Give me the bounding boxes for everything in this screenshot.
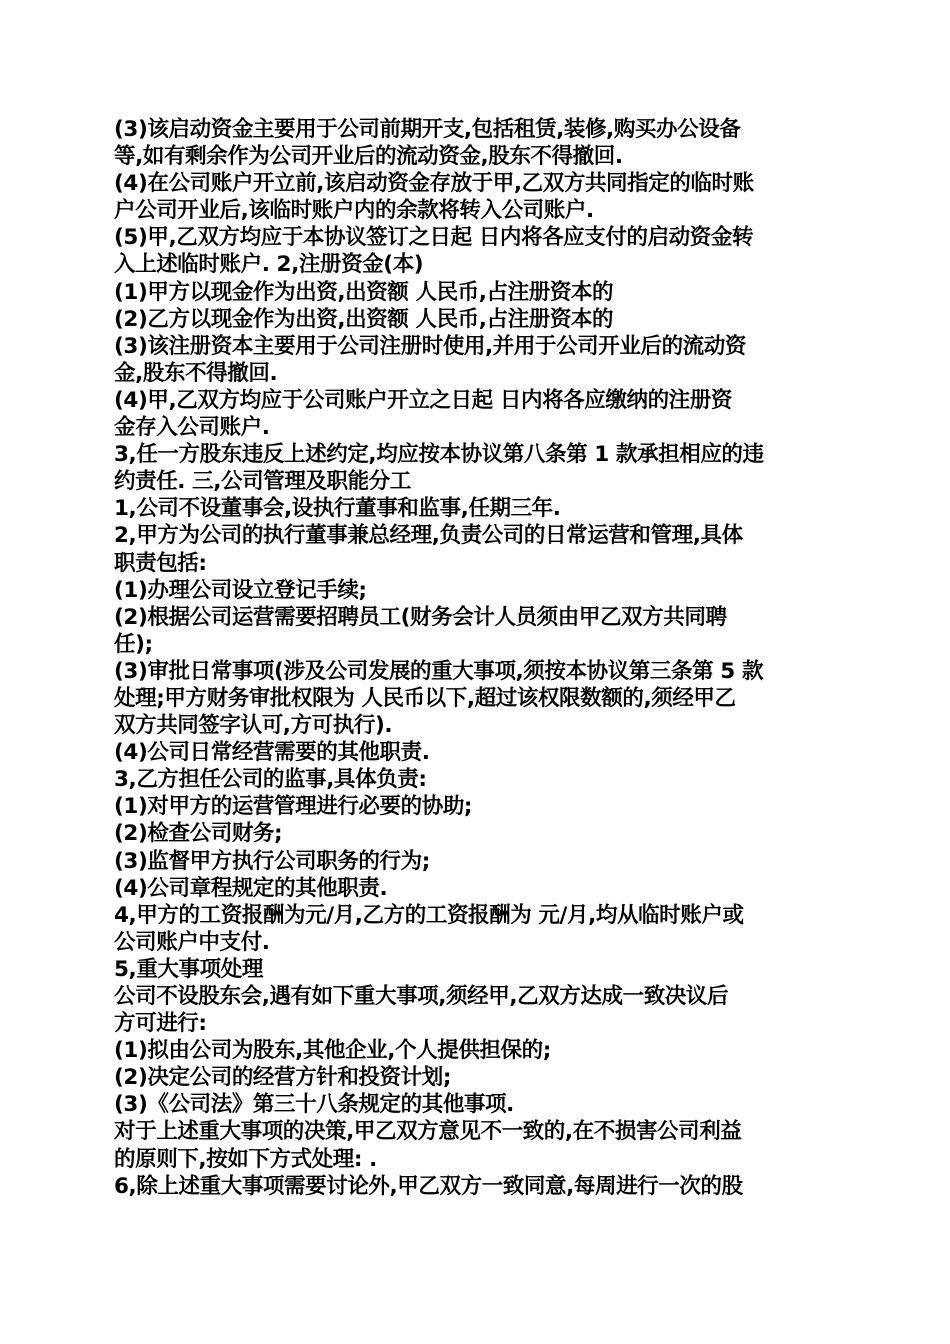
document-line: 处理;甲方财务审批权限为 人民币以下,超过该权限数额的,须经甲乙: [114, 685, 736, 711]
document-line: 6,除上述重大事项需要讨论外,甲乙双方一致同意,每周进行一次的股: [114, 1173, 743, 1199]
document-line: (1)拟由公司为股东,其他企业,个人提供担保的;: [114, 1038, 551, 1064]
document-line: 公司不设股东会,遇有如下重大事项,须经甲,乙双方达成一致决议后: [114, 984, 729, 1009]
document-line: 金,股东不得撤回.: [114, 360, 278, 386]
document-line: (1)办理公司设立登记手续;: [114, 577, 367, 603]
document-line: 对于上述重大事项的决策,甲乙双方意见不一致的,在不损害公司利益: [114, 1119, 742, 1145]
document-line: (2)决定公司的经营方针和投资计划;: [114, 1065, 452, 1091]
document-line: (5)甲,乙双方均应于本协议签订之日起 日内将各应支付的启动资金转: [114, 225, 754, 251]
document-line: (1)对甲方的运营管理进行必要的协助;: [114, 794, 473, 820]
document-line: 户公司开业后,该临时账户内的余款将转入公司账户.: [114, 198, 594, 224]
document-line: 职责包括:: [114, 550, 207, 576]
document-line: (3)该注册资本主要用于公司注册时使用,并用于公司开业后的流动资: [114, 333, 746, 359]
document-line: 公司账户中支付.: [114, 929, 270, 955]
document-line: (2)根据公司运营需要招聘员工(财务会计人员须由甲乙双方共同聘: [114, 604, 727, 630]
document-line: (3)审批日常事项(涉及公司发展的重大事项,须按本协议第三条第 5 款: [114, 658, 764, 684]
document-body: [114, 116, 839, 1200]
document-line: 金存入公司账户.: [114, 415, 270, 441]
document-line: 方可进行:: [114, 1011, 207, 1037]
document-line: 3,任一方股东违反上述约定,均应按本协议第八条第 1 款承担相应的违: [114, 442, 764, 468]
document-line: (3)监督甲方执行公司职务的行为;: [114, 848, 430, 874]
document-line: (2)乙方以现金作为出资,出资额 人民币,占注册资本的: [114, 306, 614, 332]
document-line: (1)甲方以现金作为出资,出资额 人民币,占注册资本的: [114, 279, 614, 305]
document-line: (2)检查公司财务;: [114, 821, 283, 847]
document-line: 2,甲方为公司的执行董事兼总经理,负责公司的日常运营和管理,具体: [114, 523, 743, 549]
document-line: 任);: [114, 631, 153, 657]
document-line: 等,如有剩余作为公司开业后的流动资金,股东不得撤回.: [114, 144, 623, 170]
document-line: (4)甲,乙双方均应于公司账户开立之日起 日内将各应缴纳的注册资: [114, 387, 732, 413]
document-line: (4)在公司账户开立前,该启动资金存放于甲,乙双方共同指定的临时账: [114, 171, 754, 197]
document-line: 3,乙方担任公司的监事,具体负责:: [114, 767, 427, 793]
document-line: 入上述临时账户. 2,注册资金(本): [114, 252, 424, 278]
document-line: (3)《公司法》第三十八条规定的其他事项.: [114, 1092, 514, 1118]
document-line: 的原则下,按如下方式处理: .: [114, 1146, 377, 1172]
document-line: 约责任. 三,公司管理及职能分工: [114, 469, 411, 495]
document-line: (4)公司章程规定的其他职责.: [114, 875, 388, 901]
document-line: (3)该启动资金主要用于公司前期开支,包括租赁,装修,购买办公设备: [114, 117, 741, 142]
document-line: 1,公司不设董事会,设执行董事和监事,任期三年.: [114, 496, 561, 522]
document-line: (4)公司日常经营需要的其他职责.: [114, 740, 430, 766]
document-line: 4,甲方的工资报酬为元/月,乙方的工资报酬为 元/月,均从临时账户或: [114, 902, 744, 928]
document-line: 双方共同签字认可,方可执行).: [114, 713, 393, 739]
document-line: 5,重大事项处理: [114, 956, 263, 982]
